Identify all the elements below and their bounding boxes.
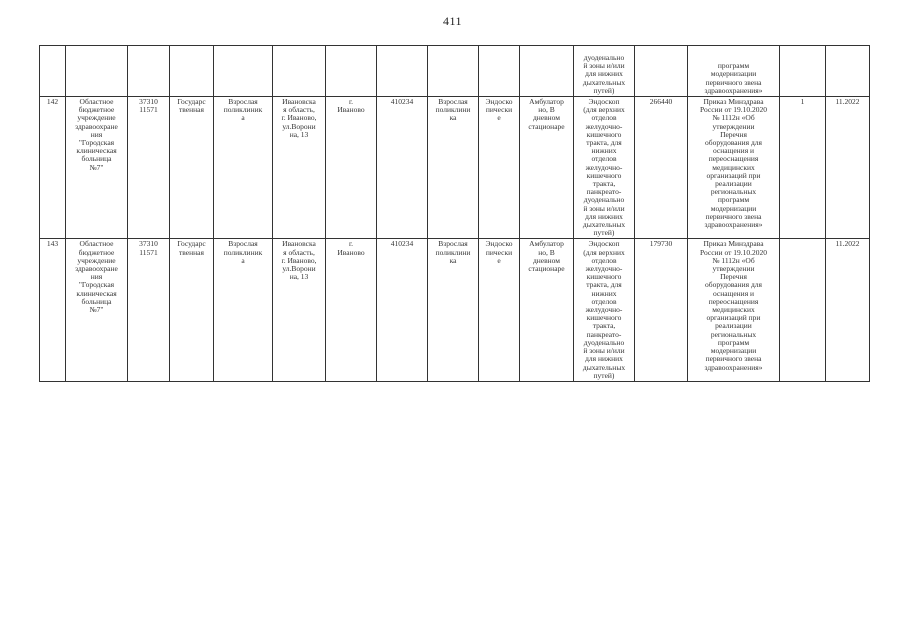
ownership-cell: Государс твенная xyxy=(170,97,214,239)
cell xyxy=(40,46,66,97)
code-cell: 37310 11571 xyxy=(128,97,170,239)
date-cell: 11.2022 xyxy=(826,97,870,239)
date-cell: 11.2022 xyxy=(826,239,870,381)
city-cell: г. Иваново xyxy=(326,239,377,381)
cell xyxy=(635,46,688,97)
basis-cell: Приказ Минздрава России от 19.10.2020 № 1112н «Об утверждении Перечня оборудования для оснащения и переоснащения медицинских организаций при реализации региональных программ модернизации первичного звена здравоохранения» xyxy=(688,239,780,381)
price-cell: 266440 xyxy=(635,97,688,239)
page-number: 411 xyxy=(442,14,463,28)
row-number: 142 xyxy=(40,97,66,239)
department-cell: Эндоско пически е xyxy=(479,97,520,239)
equipment-cell: Эндоскоп (для верхних отделов желудочно- кишечного тракта, для нижних отделов желудочно- кишечного тракта, панкреато- дуоденально й зоны и/или для нижних дыхательных путей) xyxy=(574,239,635,381)
cell xyxy=(520,46,574,97)
cell xyxy=(170,46,214,97)
organization-cell: Областное бюджетное учреждение здравоохране ния "Городская клиническая больница №7" xyxy=(66,239,128,381)
care-type-cell: Амбулатор но, В дневном стационаре xyxy=(520,97,574,239)
quantity-cell xyxy=(780,239,826,381)
department-cell: Эндоско пически е xyxy=(479,239,520,381)
cell xyxy=(826,46,870,97)
city-cell: г. Иваново xyxy=(326,97,377,239)
unit-cell: Взрослая поликлини ка xyxy=(428,97,479,239)
row-number: 143 xyxy=(40,239,66,381)
unit-cell: Взрослая поликлини ка xyxy=(428,239,479,381)
cell xyxy=(377,46,428,97)
equipment-table xyxy=(39,45,870,382)
care-type-cell: Амбулатор но, В дневном стационаре xyxy=(520,239,574,381)
cell xyxy=(66,46,128,97)
postal-cell: 410234 xyxy=(377,239,428,381)
category-cell: Взрослая поликлиник а xyxy=(214,97,273,239)
cell xyxy=(273,46,326,97)
category-cell: Взрослая поликлиник а xyxy=(214,239,273,381)
cell xyxy=(479,46,520,97)
address-cell: Ивановска я область, г. Иваново, ул.Ворони на, 13 xyxy=(273,97,326,239)
quantity-cell: 1 xyxy=(780,97,826,239)
organization-cell: Областное бюджетное учреждение здравоохране ния "Городская клиническая больница №7" xyxy=(66,97,128,239)
cell xyxy=(214,46,273,97)
continuation-equipment-cell: дуоденально й зоны и/или для нижних дыхательных путей) xyxy=(574,46,635,97)
address-cell: Ивановска я область, г. Иваново, ул.Ворони на, 13 xyxy=(273,239,326,381)
postal-cell: 410234 xyxy=(377,97,428,239)
cell xyxy=(326,46,377,97)
table-row xyxy=(40,97,870,239)
basis-cell: Приказ Минздрава России от 19.10.2020 № 1112н «Об утверждении Перечня оборудования для оснащения и переоснащения медицинских организаций при реализации региональных программ модернизации первичного звена здравоохранения» xyxy=(688,97,780,239)
ownership-cell: Государс твенная xyxy=(170,239,214,381)
price-cell: 179730 xyxy=(635,239,688,381)
table-row xyxy=(40,239,870,381)
cell xyxy=(780,46,826,97)
equipment-cell: Эндоскоп (для верхних отделов желудочно- кишечного тракта, для нижних отделов желудочно- кишечного тракта, панкреато- дуоденально й зоны и/или для нижних дыхательных путей) xyxy=(574,97,635,239)
continuation-basis-cell: программ модернизации первичного звена здравоохранения» xyxy=(688,46,780,97)
continuation-row xyxy=(40,46,870,97)
code-cell: 37310 11571 xyxy=(128,239,170,381)
cell xyxy=(428,46,479,97)
cell xyxy=(128,46,170,97)
